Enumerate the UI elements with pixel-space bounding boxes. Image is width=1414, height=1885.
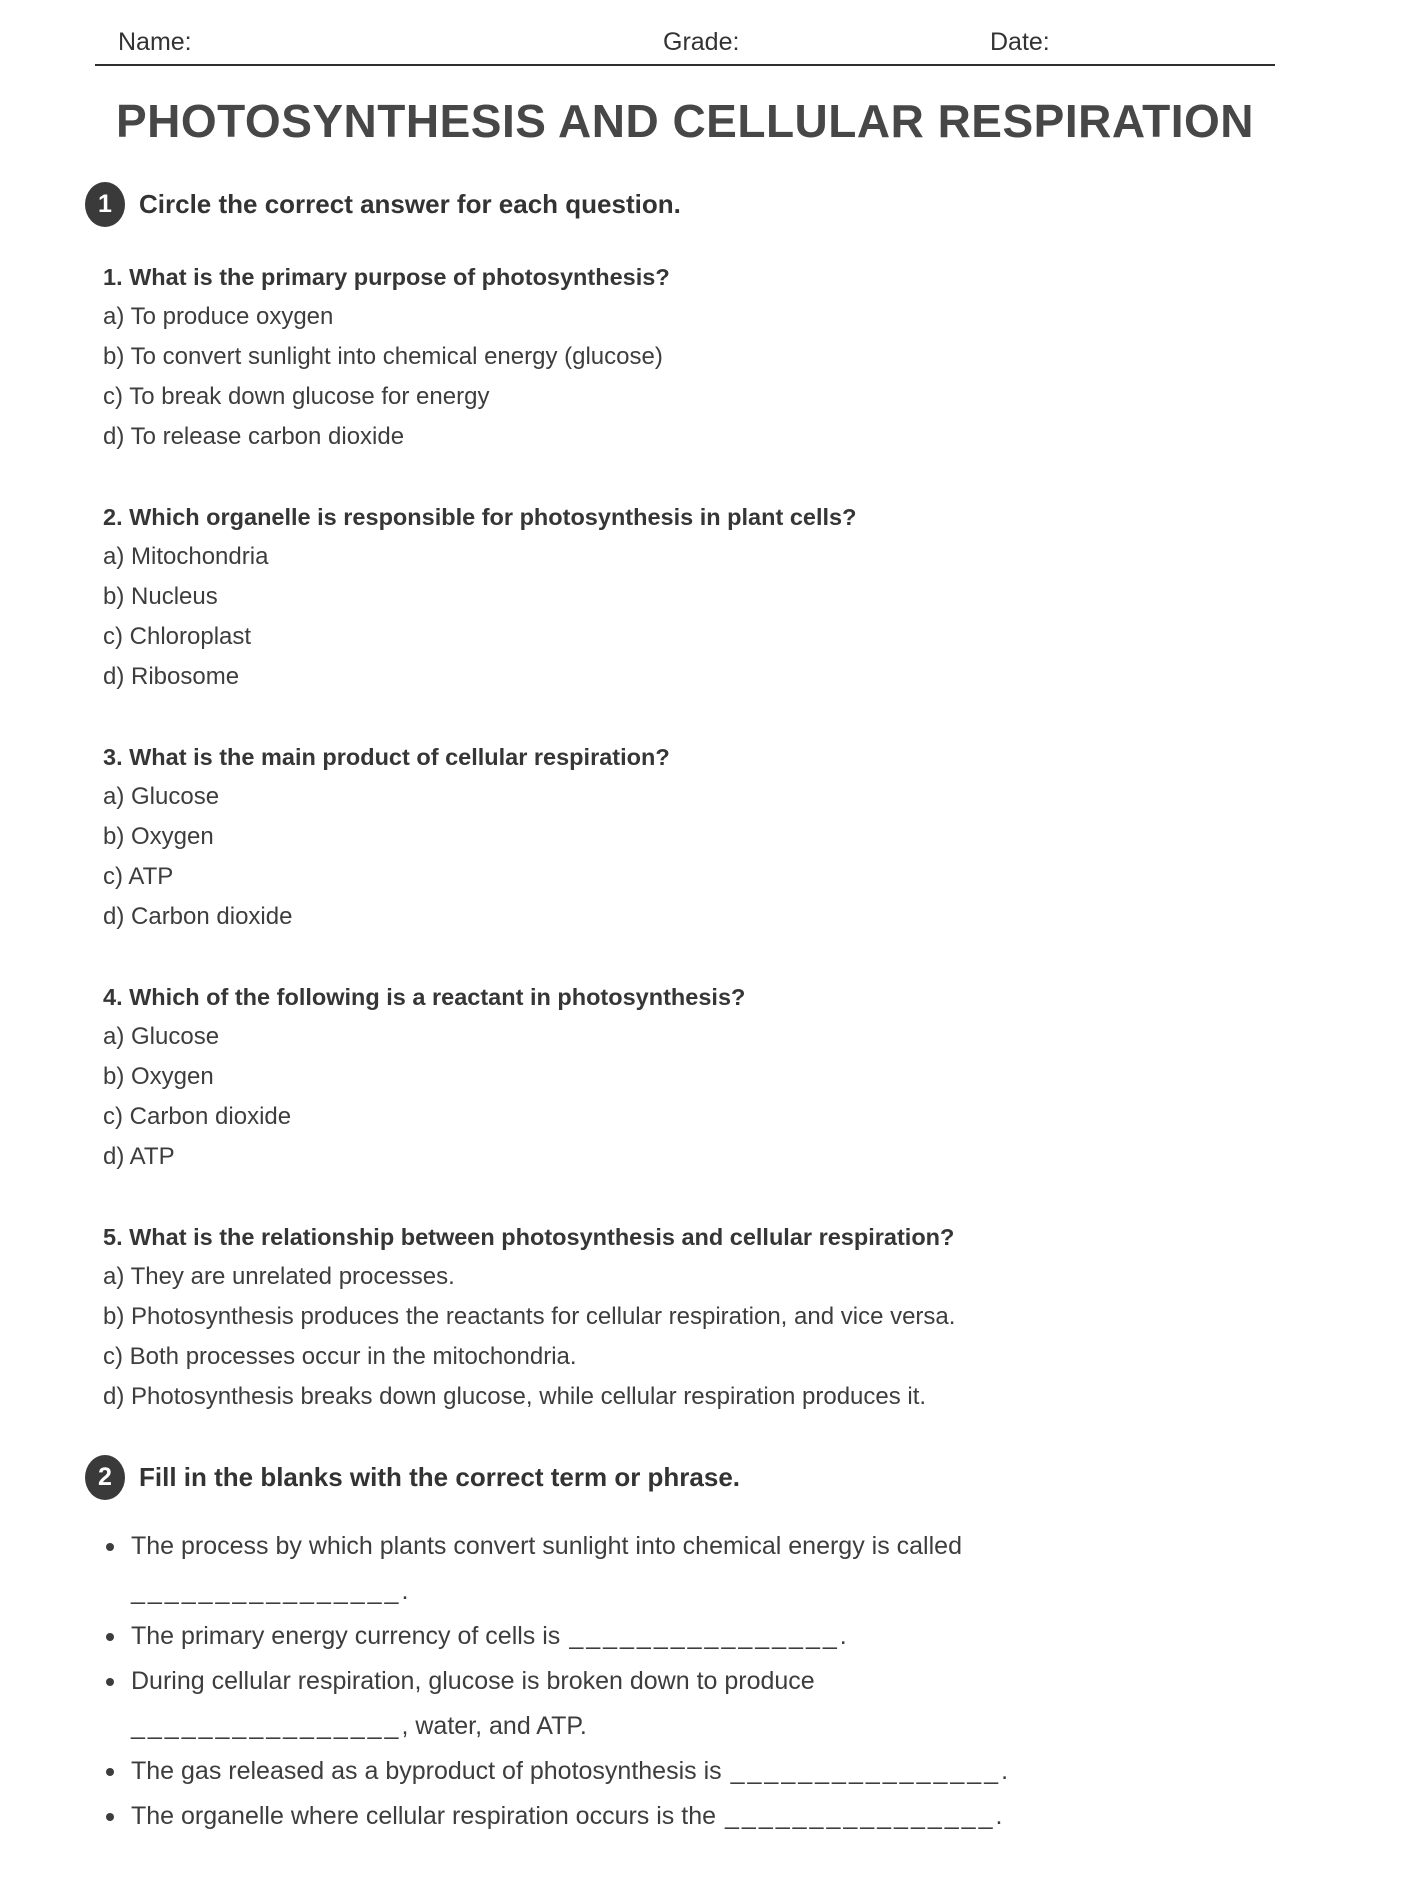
question-1 <box>103 257 1275 457</box>
bullet-dot <box>106 1813 114 1821</box>
fill-item-4 <box>103 1749 1275 1794</box>
name-label: Name: <box>118 28 192 56</box>
question-3 <box>103 737 1275 937</box>
page-title: PHOTOSYNTHESIS AND CELLULAR RESPIRATION <box>115 95 1255 147</box>
question-1-text: 1. What is the primary purpose of photosynthesis? <box>103 264 670 290</box>
section-1-heading-row <box>85 182 1275 227</box>
fill-item-2-tail: . <box>839 1622 847 1650</box>
question-2-option-d: d) Ribosome <box>103 663 240 690</box>
question-4-option-d: d) ATP <box>103 1143 175 1170</box>
fill-item-5-text: The organelle where cellular respiration occurs is the <box>131 1802 717 1830</box>
question-2-option-a: a) Mitochondria <box>103 543 269 570</box>
grade-label: Grade: <box>663 28 740 56</box>
question-5 <box>103 1217 1275 1417</box>
question-5-option-d: d) Photosynthesis breaks down glucose, while cellular respiration produces it. <box>103 1383 927 1410</box>
fill-item-2 <box>103 1614 1275 1659</box>
question-3-option-a: a) Glucose <box>103 783 220 810</box>
question-4-option-a: a) Glucose <box>103 1023 220 1050</box>
question-3-option-b: b) Oxygen <box>103 823 214 850</box>
question-5-text: 5. What is the relationship between photosynthesis and cellular respiration? <box>103 1224 955 1250</box>
question-1-option-a: a) To produce oxygen <box>103 303 334 330</box>
question-5-option-a: a) They are unrelated processes. <box>103 1263 455 1290</box>
fill-item-2-text: The primary energy currency of cells is <box>131 1622 561 1650</box>
question-3-option-c: c) ATP <box>103 863 174 890</box>
fill-item-1 <box>103 1524 1275 1614</box>
bullet-dot <box>106 1678 114 1686</box>
fill-item-5 <box>103 1794 1275 1839</box>
fill-item-1-tail: . <box>401 1577 409 1605</box>
question-1-option-b: b) To convert sunlight into chemical energy (glucose) <box>103 343 663 370</box>
fill-item-4-text: The gas released as a byproduct of photosynthesis is <box>131 1757 722 1785</box>
date-label: Date: <box>990 28 1050 56</box>
question-2-option-b: b) Nucleus <box>103 583 218 610</box>
question-5-option-b: b) Photosynthesis produces the reactants for cellular respiration, and vice versa. <box>103 1303 956 1330</box>
bullet-dot <box>106 1543 114 1551</box>
question-4-option-b: b) Oxygen <box>103 1063 214 1090</box>
fill-item-3 <box>103 1659 1275 1749</box>
header <box>95 0 1275 66</box>
section-2-heading: Fill in the blanks with the correct term or phrase. <box>139 1462 741 1492</box>
fill-item-3-blank: ________________ <box>131 1712 402 1740</box>
question-1-option-c: c) To break down glucose for energy <box>103 383 490 410</box>
fill-item-3-text: During cellular respiration, glucose is broken down to produce <box>131 1667 815 1695</box>
question-2 <box>103 497 1275 697</box>
bullet-dot <box>106 1633 114 1641</box>
question-4-text: 4. Which of the following is a reactant in photosynthesis? <box>103 984 746 1010</box>
bullet-dot <box>106 1768 114 1776</box>
fill-item-5-tail: . <box>995 1802 1003 1830</box>
section-1-badge: 1 <box>85 182 125 227</box>
question-5-option-c: c) Both processes occur in the mitochondria. <box>103 1343 577 1370</box>
fill-item-3-tail: , water, and ATP. <box>401 1712 587 1740</box>
question-2-option-c: c) Chloroplast <box>103 623 252 650</box>
question-4-option-c: c) Carbon dioxide <box>103 1103 292 1130</box>
question-3-option-d: d) Carbon dioxide <box>103 903 293 930</box>
question-2-text: 2. Which organelle is responsible for photosynthesis in plant cells? <box>103 504 857 530</box>
question-3-text: 3. What is the main product of cellular respiration? <box>103 744 670 770</box>
section-2-badge: 2 <box>85 1455 125 1500</box>
fill-item-1-blank: ________________ <box>131 1577 402 1605</box>
section-1-heading: Circle the correct answer for each question. <box>139 189 681 219</box>
worksheet-page <box>95 0 1275 1839</box>
fill-item-2-blank: ________________ <box>569 1622 840 1650</box>
question-1-option-d: d) To release carbon dioxide <box>103 423 405 450</box>
fill-item-1-text: The process by which plants convert sunlight into chemical energy is called <box>131 1532 962 1560</box>
fill-in-blank-list <box>103 1524 1275 1839</box>
question-4 <box>103 977 1275 1177</box>
fill-item-4-tail: . <box>1001 1757 1009 1785</box>
section-2-heading-row <box>85 1455 1275 1500</box>
fill-item-5-blank: ________________ <box>725 1802 996 1830</box>
fill-item-4-blank: ________________ <box>730 1757 1002 1785</box>
